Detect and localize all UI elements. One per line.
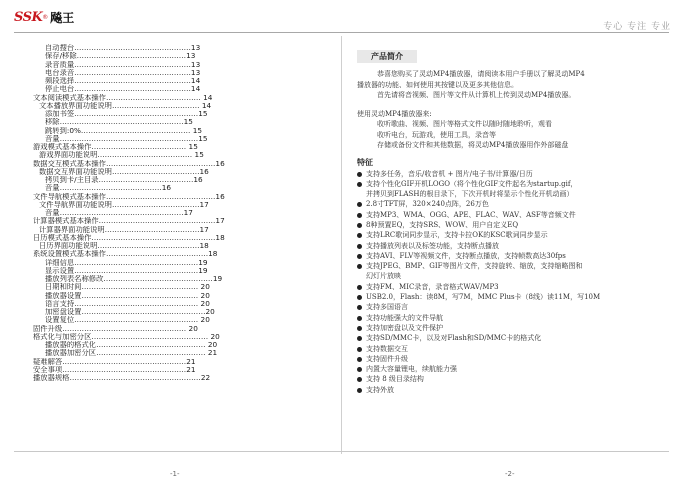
intro-paragraph-line1: 恭喜您购买了灵动MP4播放器，请阅读本用户手册以了解灵动MP4	[377, 70, 585, 78]
feature-text: 支持多任务，音乐/收音机 + 图片/电子书/计算器/日历	[366, 169, 533, 178]
toc-entry: 格式化与加密分区………………………………………… 20	[33, 332, 220, 341]
feature-item-continuation	[357, 189, 657, 199]
bullet-icon	[357, 233, 362, 238]
footer-divider	[14, 451, 669, 452]
feature-text: 并拷贝到FLASH的根目录下，下次开机时将显示个性化开机动画）	[366, 190, 574, 199]
bullet-icon	[357, 316, 362, 321]
toc-entry: 文本阅读模式基本操作………………………………… 14	[33, 93, 213, 102]
feature-item	[357, 179, 657, 189]
right-page-number: -2-	[505, 470, 515, 478]
toc-entry: 加密盘设置……………………………………………20	[45, 308, 215, 316]
bullet-icon	[357, 264, 362, 269]
intro-paragraph-line2: 播放器的功能、如何使用其按键以及更多其他信息。	[357, 80, 518, 89]
feature-item	[357, 364, 657, 374]
toc-entry: 播放器设置………………………………………… 20	[45, 291, 210, 300]
bullet-icon	[357, 172, 362, 177]
toc-entry: 疑难解答……………………………………………21	[33, 357, 196, 366]
toc-entry: 日期和时间………………………………………… 20	[45, 283, 210, 292]
toc-entry: 计算器模式基本操作…………………………………………17	[33, 217, 225, 226]
toc-entry: 音量…………………………………………………15	[45, 134, 208, 143]
feature-item	[357, 302, 657, 312]
toc-entry: 游戏模式基本操作………………………………… 15	[33, 143, 198, 151]
feature-item	[357, 282, 657, 292]
feature-text: 支持AVI、FLV等视频文件，支持断点播放，支持帧数高达30fps	[366, 251, 566, 260]
feature-text: 支持FM、MIC录音，录音格式WAV/MP3	[366, 282, 499, 291]
bullet-icon	[357, 336, 362, 341]
toc-entry: 文件导航界面功能说明………………………………17	[39, 200, 209, 209]
feature-item	[357, 199, 657, 209]
usage-item-1: 收听歌曲、视频、图片等格式文件以随时随地聆听，观看	[377, 120, 552, 128]
feature-text: 支持MP3、WMA、OGG、APE、FLAC、WAV、ASF等音频文件	[366, 210, 576, 219]
toc-entry: 显示设置……………………………………………19	[45, 266, 208, 275]
toc-entry: 数据交互模式基本操作………………………………………16	[33, 159, 225, 168]
feature-item	[357, 333, 657, 343]
feature-text: 支持LRC歌词同步显示，支持卡拉OK的KSC歌词同步显示	[366, 231, 548, 240]
toc-entry: 系统设置模式基本操作……………………………………18	[33, 250, 218, 259]
table-of-contents	[33, 44, 273, 382]
usage-heading: 使用灵动MP4播放器来:	[357, 109, 432, 118]
bullet-icon	[357, 223, 362, 228]
feature-text: 内置大容量锂电，续航能力强	[366, 365, 457, 374]
toc-entry: 文件导航模式基本操作………………………………………16	[33, 192, 225, 201]
bullet-icon	[357, 182, 362, 187]
feature-item	[357, 385, 657, 395]
feature-text: 支持数据交互	[366, 344, 408, 353]
toc-entry: 添加书签……………………………………………15	[45, 110, 208, 118]
toc-entry: 数据交互界面功能说明………………………………16	[39, 167, 209, 176]
toc-entry: 详细信息……………………………………………19	[45, 258, 208, 267]
toc-entry: 电台录音…………………………………………13	[45, 68, 201, 77]
toc-entry: 语言支持…………………………………………… 20	[45, 299, 210, 308]
slogan: 专心 专注 专业	[603, 22, 671, 32]
bullet-icon	[357, 305, 362, 310]
bullet-icon	[357, 377, 362, 382]
feature-item	[357, 292, 657, 302]
features-list	[357, 169, 657, 396]
feature-item	[357, 241, 657, 251]
bullet-icon	[357, 285, 362, 290]
usage-item-3: 存储或备份文件和其他数据，将灵动MP4播放器用作外部磁盘	[377, 141, 569, 149]
left-page-number: -1-	[170, 470, 180, 478]
feature-item	[357, 210, 657, 220]
feature-text: 支持功能强大的文件导航	[366, 313, 443, 322]
feature-item	[357, 169, 657, 179]
feature-item	[357, 354, 657, 364]
bullet-icon	[357, 213, 362, 218]
toc-entry: 跳转到:0%……………………………………… 15	[45, 126, 202, 135]
toc-entry: 播放器规格………………………………………………22	[33, 374, 211, 382]
logo-chinese-name: 飚王	[50, 11, 75, 25]
bullet-icon	[357, 388, 362, 393]
features-title: 特征	[357, 157, 373, 167]
feature-item	[357, 344, 657, 354]
feature-text: 支持SD/MMC卡，以及对Flash和SD/MMC卡的格式化	[366, 334, 542, 343]
right-page-content	[357, 44, 657, 395]
header-divider	[14, 32, 669, 33]
feature-text: 支持播放列表以及标签功能，支持断点播放	[366, 241, 499, 250]
feature-text: 2.8寸TFT屏，320×240点阵，26万色	[366, 200, 489, 209]
brand-logo	[14, 9, 74, 26]
toc-entry: 停止电台…………………………………………14	[45, 85, 201, 94]
page-spine-divider	[341, 36, 342, 454]
feature-text: 支持JPEG、BMP、GIF等图片文件，支持旋转、缩放，支持缩略图和	[366, 262, 583, 271]
bullet-icon	[357, 244, 362, 249]
toc-entry: 日历界面功能说明……………………………………18	[39, 242, 209, 250]
toc-entry: 计算器界面功能说明…………………………………17	[39, 225, 209, 234]
logo-mark: SSK	[14, 10, 43, 25]
feature-item-continuation	[357, 271, 657, 281]
feature-item	[357, 230, 657, 240]
feature-text: 支持固件升级	[366, 354, 408, 363]
bullet-icon	[357, 202, 362, 207]
toc-entry: 拷贝到卡/主目录…………………………………16	[45, 176, 203, 184]
feature-item	[357, 313, 657, 323]
logo-registered-mark: ®	[42, 14, 49, 21]
intro-paragraph-line3: 首先请将音视频、图片等文件从计算机上传到灵动MP4播放器。	[377, 91, 576, 99]
bullet-icon	[357, 295, 362, 300]
bullet-icon	[357, 347, 362, 352]
feature-item	[357, 251, 657, 261]
toc-entry: 播放列表名称修改………………………………………19	[45, 275, 223, 283]
feature-item	[357, 261, 657, 271]
bullet-icon	[357, 357, 362, 362]
feature-text: 8种预置EQ，支持SRS、WOW、用户自定义EQ	[366, 220, 519, 229]
toc-entry: 安全事项……………………………………………21	[33, 365, 196, 374]
toc-entry: 播放器的格式化……………………………………… 20	[45, 341, 218, 349]
toc-entry: 日历模式基本操作……………………………………………18	[33, 233, 225, 242]
toc-entry: 游戏界面功能说明………………………………… 15	[39, 151, 204, 160]
feature-text: 幻灯片放映	[366, 272, 401, 281]
feature-text: 支持多国语言	[366, 303, 408, 312]
feature-text: USB2.0，Flash：读8M，写7M，MMC Plus卡（8线）读11M，写10M	[366, 293, 601, 302]
toc-entry: 录音质量…………………………………………13	[45, 60, 201, 69]
toc-entry: 保存/移除………………………………………13	[45, 52, 196, 61]
feature-text: 支持个性化GIF开机LOGO（将个性化GIF文件起名为startup.gif，	[366, 179, 578, 188]
toc-entry: 音量……………………………………………17	[45, 209, 193, 217]
feature-text: 支持加密盘以及文件保护	[366, 323, 443, 332]
feature-item	[357, 220, 657, 230]
bullet-icon	[357, 254, 362, 259]
toc-entry: 频段选择…………………………………………14	[45, 77, 201, 85]
usage-item-2: 收听电台，玩游戏，使用工具，录音等	[377, 130, 496, 139]
toc-entry: 设置复位…………………………………………… 20	[45, 316, 210, 325]
feature-item	[357, 323, 657, 333]
toc-entry: 自动搜台…………………………………………13	[45, 44, 201, 52]
feature-text: 支持 8 级目录结构	[366, 375, 424, 384]
bullet-icon	[357, 367, 362, 372]
toc-entry: 移除……………………………………………15	[45, 118, 193, 127]
bullet-icon	[357, 326, 362, 331]
intro-section-title: 产品简介	[357, 50, 417, 63]
feature-item	[357, 374, 657, 384]
toc-entry: 固件升级…………………………………………… 20	[33, 324, 198, 333]
toc-entry: 音量……………………………………16	[45, 184, 172, 193]
feature-text: 支持外放	[366, 385, 394, 394]
toc-entry: 文本播放界面功能说明……………………………… 14	[39, 101, 212, 110]
toc-entry: 播放器加密分区……………………………………… 21	[45, 349, 218, 358]
